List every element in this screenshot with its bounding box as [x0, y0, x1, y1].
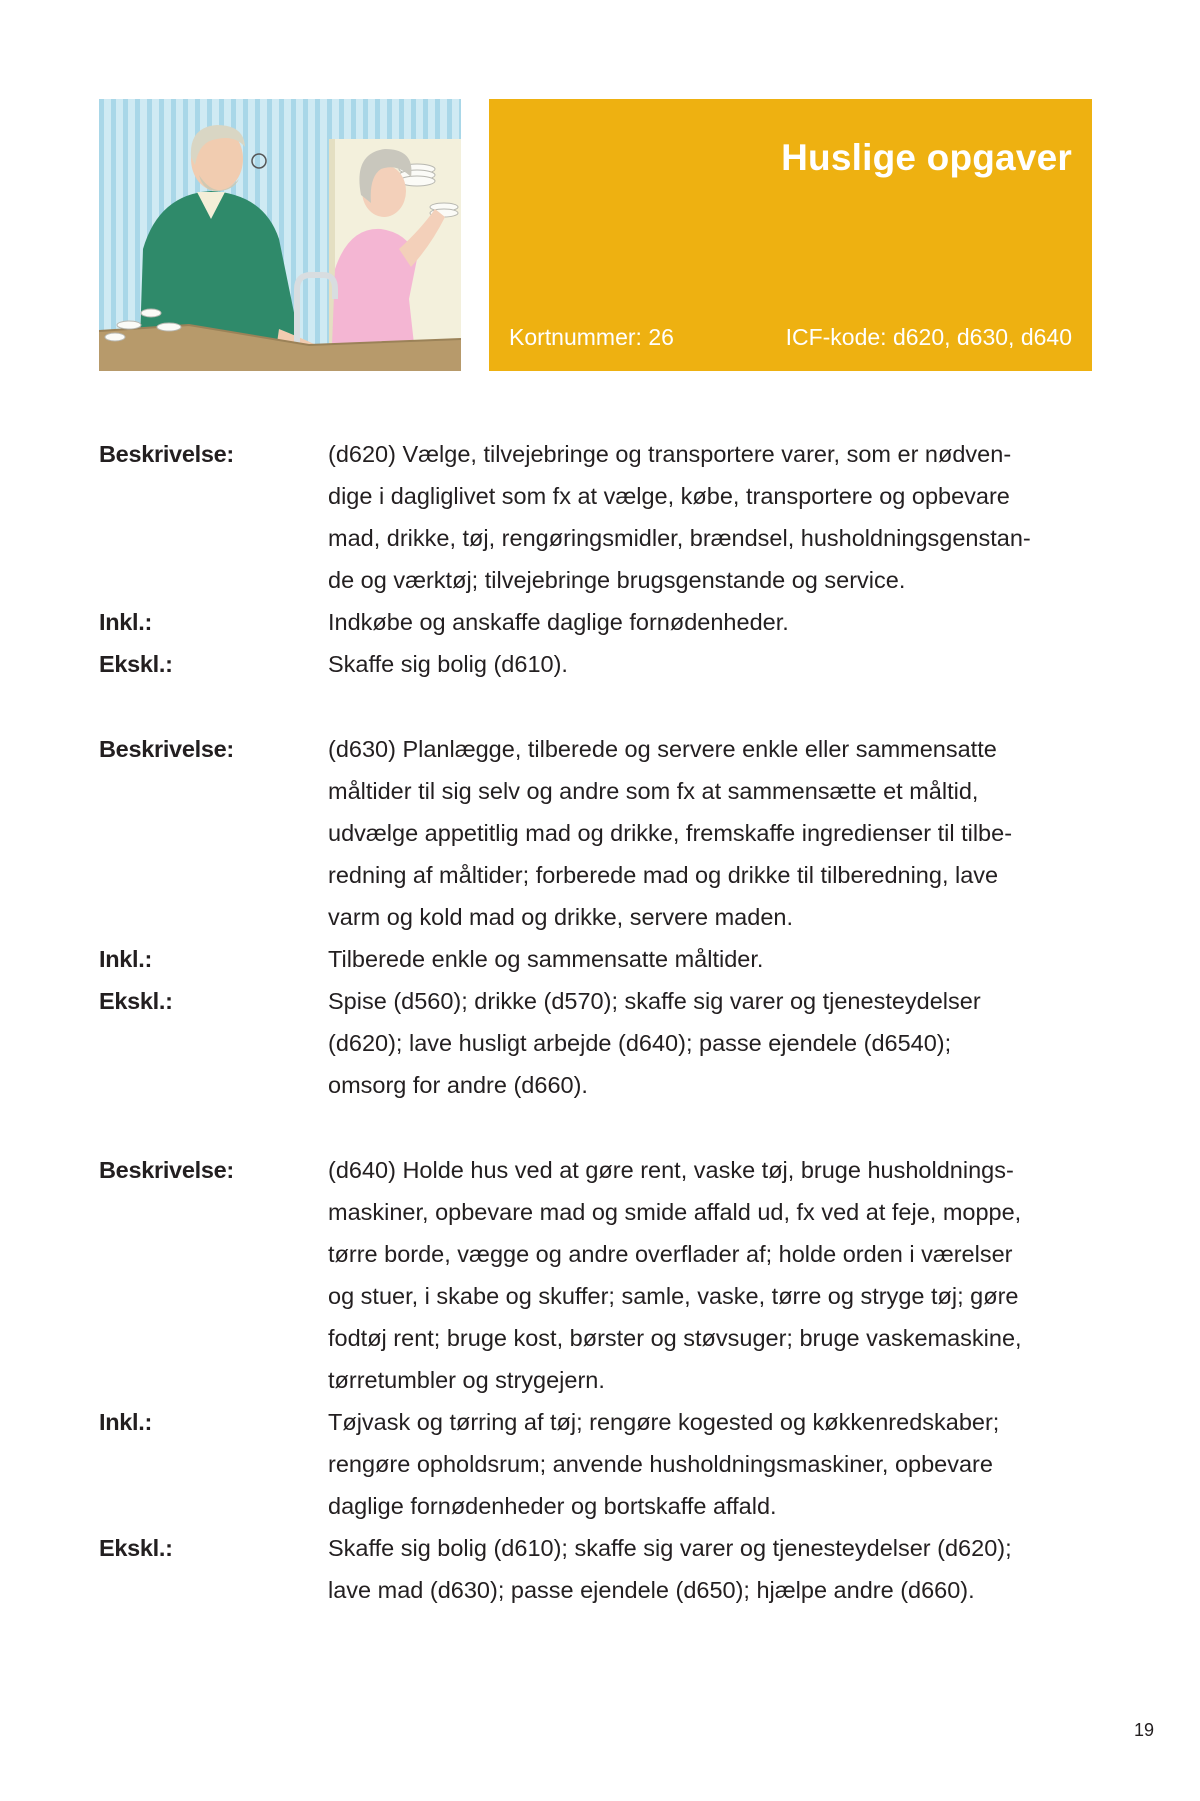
section [99, 433, 1099, 685]
text-line: Skaffe sig bolig (d610). [328, 651, 568, 677]
excl-row [99, 643, 1099, 685]
card-title: Huslige opgaver [781, 137, 1072, 178]
card-header [489, 99, 1092, 371]
kitchen-illustration [99, 99, 461, 371]
description-label: Beskrivelse: [99, 1157, 234, 1183]
text-line: (d630) Planlægge, tilberede og servere enkle eller sammensatte [328, 736, 997, 762]
text-line: mad, drikke, tøj, rengøringsmidler, brændsel, husholdningsgenstan- [328, 525, 1031, 551]
section [99, 1149, 1099, 1611]
excl-text [328, 980, 1088, 1106]
text-line: maskiner, opbevare mad og smide affald ud, fx ved at feje, moppe, [328, 1199, 1022, 1225]
excl-label: Ekskl.: [99, 1535, 173, 1561]
text-line: (d640) Holde hus ved at gøre rent, vaske tøj, bruge husholdnings- [328, 1157, 1014, 1183]
text-line: daglige fornødenheder og bortskaffe affald. [328, 1493, 777, 1519]
description-text [328, 433, 1088, 601]
sections [99, 433, 1099, 1654]
text-line: Indkøbe og anskaffe daglige fornødenheder. [328, 609, 789, 635]
text-line: redning af måltider; forberede mad og drikke til tilberedning, lave [328, 862, 999, 888]
incl-label: Inkl.: [99, 946, 153, 972]
page-number: 19 [1133, 1720, 1154, 1740]
incl-text [328, 1401, 1088, 1527]
description-text [328, 1149, 1088, 1401]
text-line: og stuer, i skabe og skuffer; samle, vaske, tørre og stryge tøj; gøre [328, 1283, 1019, 1309]
description-text [328, 728, 1088, 938]
excl-row [99, 980, 1099, 1106]
text-line: (d620) Vælge, tilvejebringe og transportere varer, som er nødven- [328, 441, 1012, 467]
excl-label: Ekskl.: [99, 988, 173, 1014]
description-row [99, 728, 1099, 938]
incl-row [99, 938, 1099, 980]
card-number: Kortnummer: 26 [509, 324, 674, 350]
icf-code: ICF-kode: d620, d630, d640 [785, 324, 1072, 350]
incl-label: Inkl.: [99, 609, 153, 635]
card-meta [509, 324, 1072, 351]
text-line: Tilberede enkle og sammensatte måltider. [328, 946, 764, 972]
text-line: lave mad (d630); passe ejendele (d650); hjælpe andre (d660). [328, 1577, 975, 1603]
text-line: dige i dagliglivet som fx at vælge, købe, transportere og opbevare [328, 483, 1010, 509]
section [99, 728, 1099, 1106]
text-line: varm og kold mad og drikke, servere maden. [328, 904, 793, 930]
description-row [99, 433, 1099, 601]
excl-text [328, 1527, 1088, 1611]
text-line: måltider til sig selv og andre som fx at sammensætte et måltid, [328, 778, 979, 804]
text-line: omsorg for andre (d660). [328, 1072, 588, 1098]
incl-label: Inkl.: [99, 1409, 153, 1435]
incl-row [99, 601, 1099, 643]
text-line: udvælge appetitlig mad og drikke, fremskaffe ingredienser til tilbe- [328, 820, 1013, 846]
text-line: tørretumbler og strygejern. [328, 1367, 605, 1393]
description-row [99, 1149, 1099, 1401]
description-label: Beskrivelse: [99, 441, 234, 467]
incl-row [99, 1401, 1099, 1527]
incl-text [328, 601, 1088, 643]
text-line: fodtøj rent; bruge kost, børster og støvsuger; bruge vaskemaskine, [328, 1325, 1022, 1351]
text-line: Skaffe sig bolig (d610); skaffe sig varer og tjenesteydelser (d620); [328, 1535, 1012, 1561]
text-line: Tøjvask og tørring af tøj; rengøre kogested og køkkenredskaber; [328, 1409, 1000, 1435]
text-line: (d620); lave husligt arbejde (d640); passe ejendele (d6540); [328, 1030, 952, 1056]
incl-text [328, 938, 1088, 980]
text-line: de og værktøj; tilvejebringe brugsgenstande og service. [328, 567, 906, 593]
excl-row [99, 1527, 1099, 1611]
text-line: rengøre opholdsrum; anvende husholdningsmaskiner, opbevare [328, 1451, 993, 1477]
description-label: Beskrivelse: [99, 736, 234, 762]
excl-label: Ekskl.: [99, 651, 173, 677]
text-line: Spise (d560); drikke (d570); skaffe sig varer og tjenesteydelser [328, 988, 981, 1014]
text-line: tørre borde, vægge og andre overflader af; holde orden i værelser [328, 1241, 1013, 1267]
excl-text [328, 643, 1088, 685]
